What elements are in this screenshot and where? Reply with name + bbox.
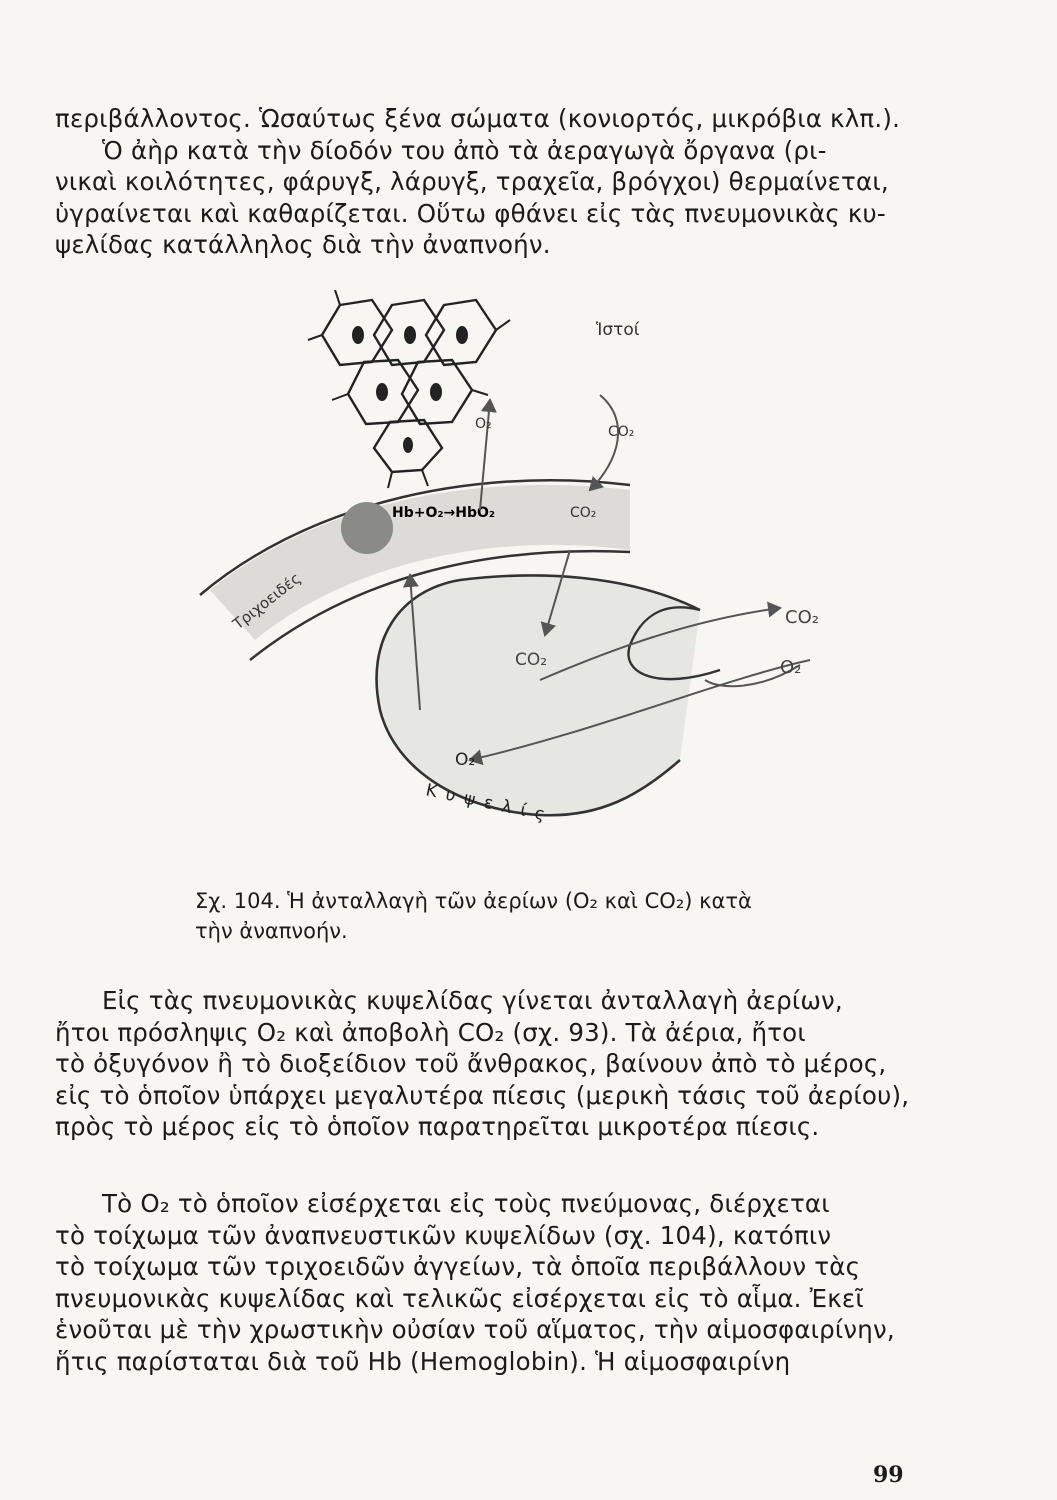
gas-exchange-diagram [160,290,860,870]
paragraph-2 [55,985,1015,1143]
caption-line: Σχ. 104. Ἡ ἀνταλλαγὴ τῶν ἀερίων (O₂ καὶ CO₂) κατὰ [195,889,752,913]
text-line: ἥτις παρίσταται διὰ τοῦ Hb (Hemoglobin). Ἡ αἱμοσφαιρίνη [55,1346,791,1376]
text-line: Εἰς τὰς πνευμονικὰς κυψελίδας γίνεται ἀνταλλαγὴ ἀερίων, [102,986,843,1015]
text-line: τὸ τοίχωμα τῶν τριχοειδῶν ἀγγείων, τὰ ὁποῖα περιβάλλουν τὰς [55,1252,861,1281]
o2-tissue-label: O₂ [475,416,492,432]
text-line: ὑγραίνεται καὶ καθαρίζεται. Οὕτω φθάνει εἰς τὰς πνευμονικὰς κυ- [55,198,886,228]
tissues-label: Ἱστοί [596,320,640,340]
co2-tissue-label: CO₂ [608,424,635,440]
paragraph-3 [55,1188,1015,1377]
text-line: εἰς τὸ ὁποῖον ὑπάρχει μεγαλυτέρα πίεσις (μερικὴ τάσις τοῦ ἀερίου), [55,1080,910,1110]
text-line: πνευμονικὰς κυψελίδας καὶ τελικῶς εἰσέρχεται εἰς τὸ αἷμα. Ἐκεῖ [55,1283,864,1313]
o2-inhaled-label: O₂ [780,657,802,678]
text-line: Ὁ ἀὴρ κατὰ τὴν δίοδόν του ἀπὸ τὰ ἀεραγωγὰ ὄργανα (ρι- [102,135,827,165]
text-line: πρὸς τὸ μέρος εἰς τὸ ὁποῖον παρατηρεῖται μικροτέρα πίεσις. [55,1112,820,1141]
alveolus-label: Κυψελίς [423,780,556,827]
text-line: τὸ τοίχωμα τῶν ἀναπνευστικῶν κυψελίδων (σχ. 104), κατόπιν [55,1220,832,1250]
page-number: 99 [873,1462,904,1488]
text-line: νικαὶ κοιλότητες, φάρυγξ, λάρυγξ, τραχεῖα, βρόγχοι) θερμαίνεται, [55,167,889,196]
reaction-label: Hb+O₂→HbO₂ [392,505,496,521]
text-line: περιβάλλοντος. Ὡσαύτως ξένα σώματα (κονιορτός, μικρόβια κλπ.). [55,104,901,133]
text-line: ἑνοῦται μὲ τὴν χρωστικὴν οὐσίαν τοῦ αἵματος, τὴν αἱμοσφαιρίνην, [55,1315,895,1344]
text-line: τὸ ὀξυγόνον ἢ τὸ διοξείδιον τοῦ ἄνθρακος, βαίνουν ἀπὸ τὸ μέρος, [55,1049,887,1078]
caption-line: τὴν ἀναπνοήν. [195,919,348,943]
text-line: ψελίδας κατάλληλος διὰ τὴν ἀναπνοήν. [55,230,551,259]
o2-alveolus-label: O₂ [455,750,476,770]
figure-caption [195,886,835,946]
paragraph-1 [55,103,1015,261]
text-line: Τὸ O₂ τὸ ὁποῖον εἰσέρχεται εἰς τοὺς πνεύμονας, διέρχεται [102,1189,830,1218]
co2-exhaled-label: CO₂ [785,607,819,628]
co2-alveolus-label: CO₂ [515,650,548,670]
capillary-label: Τριχοειδές [229,569,305,634]
co2-vessel-label: CO₂ [570,505,597,521]
alveolus-wall [377,575,700,815]
co2-from-tissue-arrow [590,395,618,490]
text-line: ἤτοι πρόσληψις O₂ καὶ ἀποβολὴ CO₂ (σχ. 93). Τὰ ἀέρια, ἤτοι [55,1017,806,1047]
red-blood-cell [341,502,393,554]
